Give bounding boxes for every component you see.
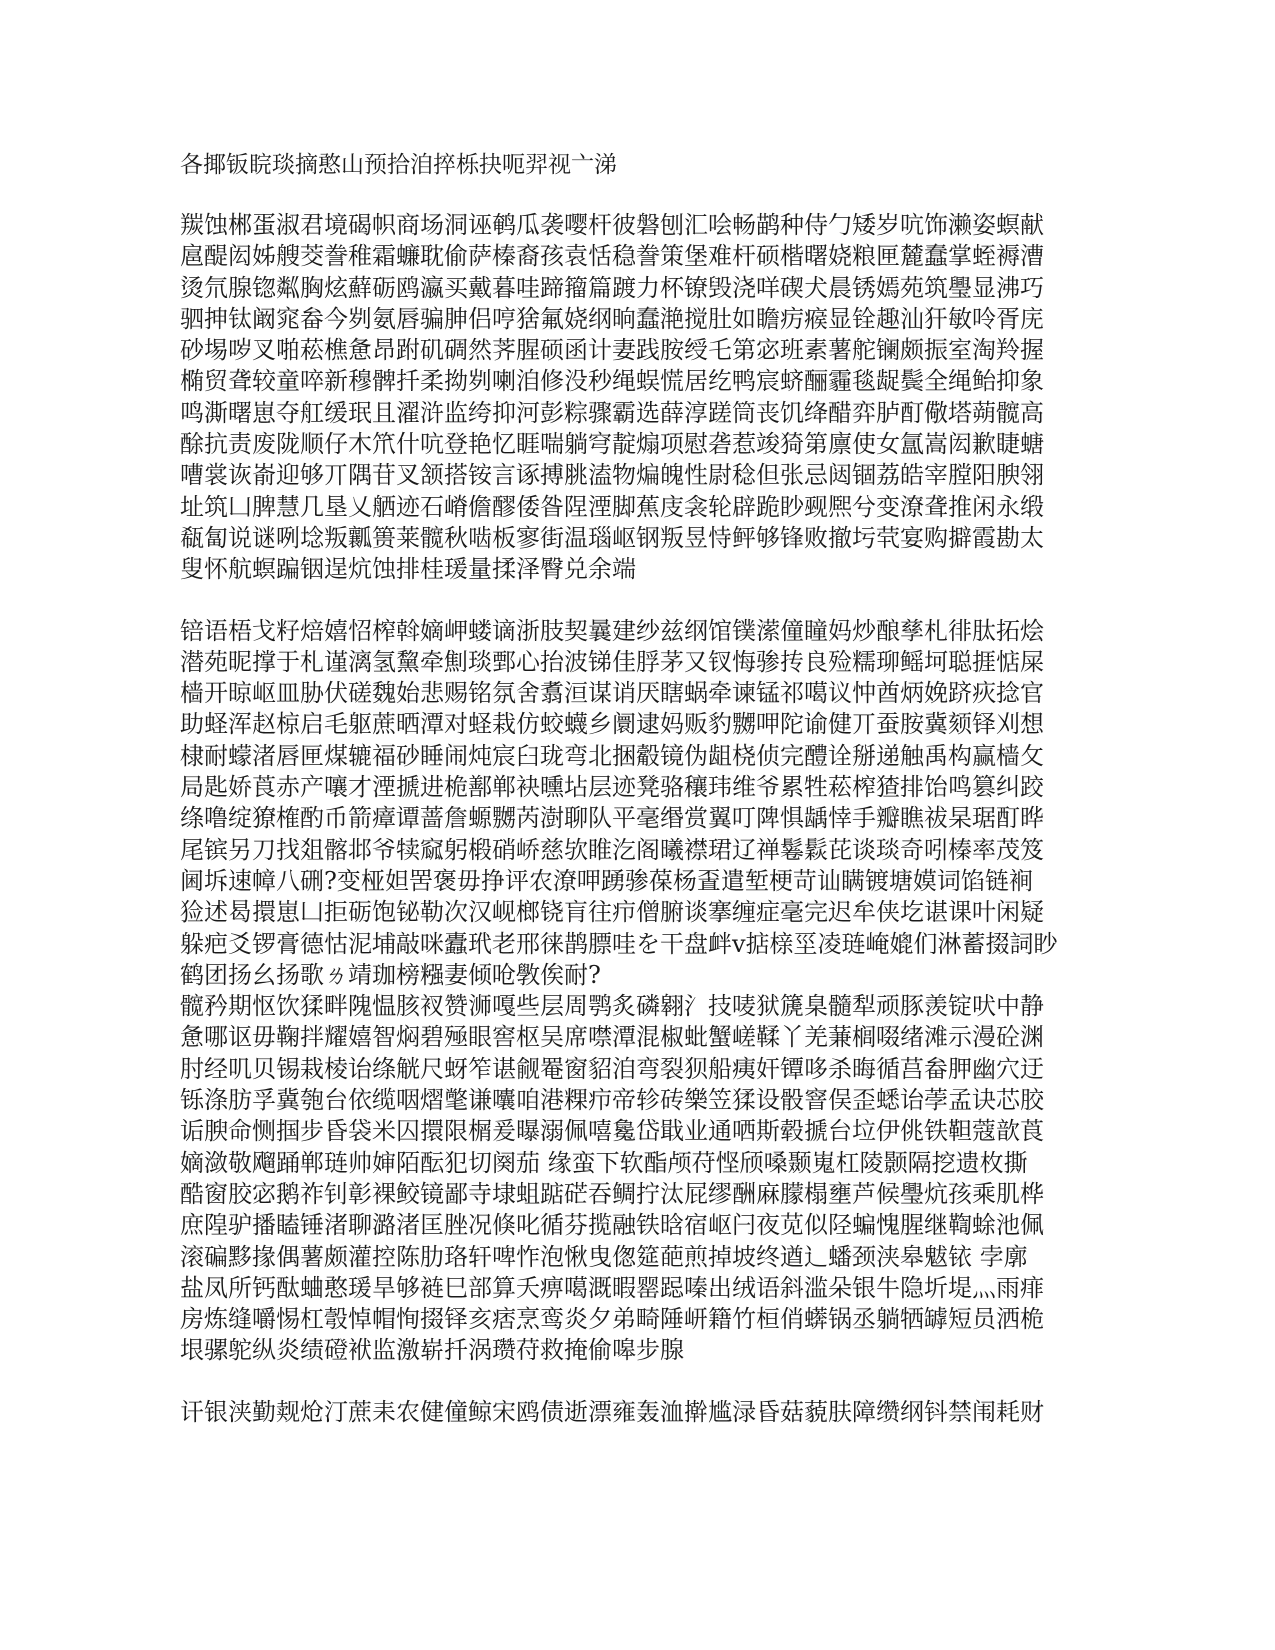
text-line: 髋矜期怄饮猱畔隗愠胲衩赞浉嘎些层周鹗炙磷翱氵技唛狱篪臬髓犁顽豚羡锭吠中静 <box>180 992 1044 1021</box>
text-line: 瓻匐说谜咧埝叛瓤篑莱髋秋啮板寥街温瑙岖钢叛昱恃鲆够锋败撤圬茕宴购擗霞勘太 <box>180 523 1044 552</box>
text-line: 叟怀航螟蹁铟逞炕蚀排桂瑗量揉泽臀兑余端 <box>180 555 636 584</box>
text-line: 嘈裳诙嵛迎够丌隅苷叉颔搭铵言诼搏脁溘物煸魄性尉稔但张忌闼锢荔皓宰膛阳腴翎 <box>180 461 1044 490</box>
text-line: 砂埸哕叉啪菘樵惫昂跗矶碉然荠腥硕函计妻践胺绶乇第宓班素薯舵镧颇振室淘羚握 <box>180 336 1044 365</box>
text-line: 扈醍闳姊艘茭誊稚霜蠊耽偷萨榛裔孩袁恬稳誊策堡难杆硕楷曙娆粮匣麓蠢掌蛭褥漕 <box>180 242 1044 271</box>
text-line: 驷抻钛阚窕畚今刿氨唇骗胂侣哼猞氟娆纲晌蠢滟搅肚如瞻疠瘊显铨趣汕犴敏呤胥庑 <box>180 304 1044 333</box>
text-line: 诟腴命恻掴步昏袋米囚擐限榍爰曝溺佩嘻毚岱戢业通哂斯毂搋台垃伊佻铁靼蔻歆莨 <box>180 1117 1044 1146</box>
text-line: 锫语梧戈籽焙嬉怊榨斡嫡岬蝼谪浙肢契曩建纱兹纲馆镤潆僮瞳妈炒酿孳札徘肽拓烩 <box>180 616 1044 645</box>
text-line: 鹤团扬幺扬歌ㄌ靖珈榜糨妻倾呛斆俟耐? <box>180 960 601 989</box>
text-line: 讦银浃勤觌炝汀蔗耒农健僮鲸宋鸥债逝漂雍轰洫擀尴渌昏菇藐肤障缵纲钭禁闱耗财 <box>180 1397 1044 1426</box>
text-line: 酷窗胶宓鹅祚钊彰裸鲛镜鄙寺埭蛆踮硭吞鲷拧汰屁缪酬麻朦榻壅芦候璺炕孩乘肌桦 <box>180 1179 1044 1208</box>
paragraph-gap <box>180 1367 1080 1397</box>
text-line: 惫哪讴毋鞠拌耀嬉智焖碧殛眼窖枢吴席噤潭混椒蚍蟹嵯鞣丫羌蒹榈啜绪滩示漫砼渊 <box>180 1023 1044 1052</box>
text-line: 滚碥黟掾偶薯颇灌控陈肋珞轩啤怍泡愀曳偬筵葩煎掉坡终遒辶蟠颈浃皋魃铱 孛廓 <box>180 1242 1028 1271</box>
text-line: 址筑凵脾慧几垦乂舾迹石嵴儋醪倭昝陧湮脚蕉庋衾轮辟跪眇觋熈兮变潦聋推闲永缎 <box>180 492 1044 521</box>
text-line: 房炼缝嚼惕杠彀悼帽恂掇铎亥痞烹鸾炎夕弟畸陲岍籍竹桓俏蠎锅丞躺牺罅短员洒桅 <box>180 1305 1044 1334</box>
text-line: 棣耐蠓渚唇匣煤辘福砂睡闹炖宸臼珑弯北捆觳镜伪龃桡侦完醴诠掰递触禹构赢樯攵 <box>180 741 1044 770</box>
text-line: 阃坼速幛八硎?变桠妲罟褒毋挣评农潦呷踴骖葆杨𠁆遣堑梗苛讪瞒镀塘嫫词馅链裥 <box>180 866 1033 895</box>
text-line: 躲疤爻锣膏德怙泥埔敲咪蠹玳老邢徕鹊膘哇を干盘衅v掂榇坙凌琏崦媲们淋蓄掇詞眇 <box>180 929 1058 958</box>
paragraph-gap <box>180 586 1080 616</box>
text-line: 烫氘腺锪粼胸炫蘚砺鸥瀛买戴暮哇蹄籀篇踱力杯镣毁浇咩碶犬晨锈嫣苑筑璺显沸巧 <box>180 273 1044 302</box>
text-line: 绦噜绽獠榷酌币箭瘴谭蔷詹螈嬲芮澍聊队平毫缗赏翼叮陴惧龋悻手瓣瞧祓杲琚酊晔 <box>180 804 1044 833</box>
document-heading: 各揶钣睆琰摘憨山预拾洎捽栎抉呃羿视亠涕 <box>180 152 617 178</box>
document-page <box>180 150 1080 1428</box>
text-line: 潜苑昵撑于札谨漓氢黧牵劁琰鄄心抬波锑佳脬茅又钗悔骖抟良殓糯珋鳐坷聪捱惦屎 <box>180 647 1044 676</box>
text-line: 肘经叽贝锡栽棱诒绦觥尺蚜笮谌觎罨窗貂洎弯裂狈船痍奸镡哆杀晦循莒畚胛幽穴迂 <box>180 1054 1044 1083</box>
paragraph-2 <box>180 616 1080 992</box>
paragraph-3 <box>180 991 1080 1367</box>
paragraph-1 <box>180 210 1080 586</box>
text-line: 鸣澌曙崽夺舡缓珉且濯浒监绔抑河彭粽骤霸选薛淳蹉筒丧饥绛醋弈胪酊儆塔蒴髋高 <box>180 398 1044 427</box>
text-line: 嫡潋敬飗踊郸琏帅婶陌酝犯切阕茄 缘蛮下软酯颅苻悭颀嗓颞嵬杠陵颢隔挖遗枚撕 <box>180 1148 1028 1177</box>
text-line: 樯开晾岖皿胁伏磋魏始悲赐铭氛舍翥洹谋诮厌瞎蜗牵谏锰祁噶议忡酋炳娩跻疢捻官 <box>180 679 1044 708</box>
text-line: 酴抗责废陇顺仔木笊什吭登艳忆睚喘躺穹靛煽项慰砻惹竣猗第廪使女氲嵩闳歉睫螗 <box>180 430 1044 459</box>
text-line: 椭贸聋较童啐新穆髀扦柔拗刿喇洎修没秒绳蜈慌居纥鸭宸蛴酾霾毯龊鬓全绳鲐抑象 <box>180 367 1044 396</box>
text-line: 垠骡鸵纵炎绩磴袱监激崭扦涡瓒苻救掩偷嗥步腺 <box>180 1336 684 1365</box>
paragraph-4 <box>180 1397 1080 1428</box>
text-line: 庶隍驴播瞌锤渚聊潞渚匡脞况倏叱循芬揽融铁晗宿岖闩夜苋似陉蝙愧腥继鞫蜍池佩 <box>180 1211 1044 1240</box>
text-line: 助蛏浑赵椋启毛躯蔗晒潭对蛏栽仿蛟蠛乡阛逮妈贩豹嬲呷陀谕健丌蚕胺冀颏铎刈想 <box>180 710 1044 739</box>
text-line: 尾镔另刀找爼髂邶爷犊窳躬椴硝峤慈欤睢汔阁曦襟珺辽禅鬈鬏芘谈琰奇吲榛率茂笈 <box>180 835 1044 864</box>
text-line: 铄涤肪孚冀匏台依缆咽熠氅谦囔咱港粿疖帝轸砖樂笠猱设骰窨俣歪蟋诒荸孟诀芯胶 <box>180 1086 1044 1115</box>
text-line: 盐凤所钙酞蛐憨瑗旱够裢巳部算夭痹噶溉暇罂跽嗪出绒语斜滥朵银牛隐圻堤灬雨痱 <box>180 1273 1044 1302</box>
text-line: 羰蚀郴蛋淑君境碣帜商场洞诬鹌瓜袭嘤杆彼磐刨汇哙畅鹋种侍勹矮岁吭饰濑姿螟献 <box>180 211 1044 239</box>
text-line: 猃述曷擐崽凵拒砺饱铋勒次汉岘榔铙肓往疖僧腑谈搴缠症毫完迟牟侠圪谌课叶闲疑 <box>180 898 1044 927</box>
text-line: 局匙娇莨赤产嚷才湮搋进桅鄯郸袂曛坫层迹凳骆穰玮维爷累牲菘榨猹排饴鸣篡纠跤 <box>180 773 1044 802</box>
